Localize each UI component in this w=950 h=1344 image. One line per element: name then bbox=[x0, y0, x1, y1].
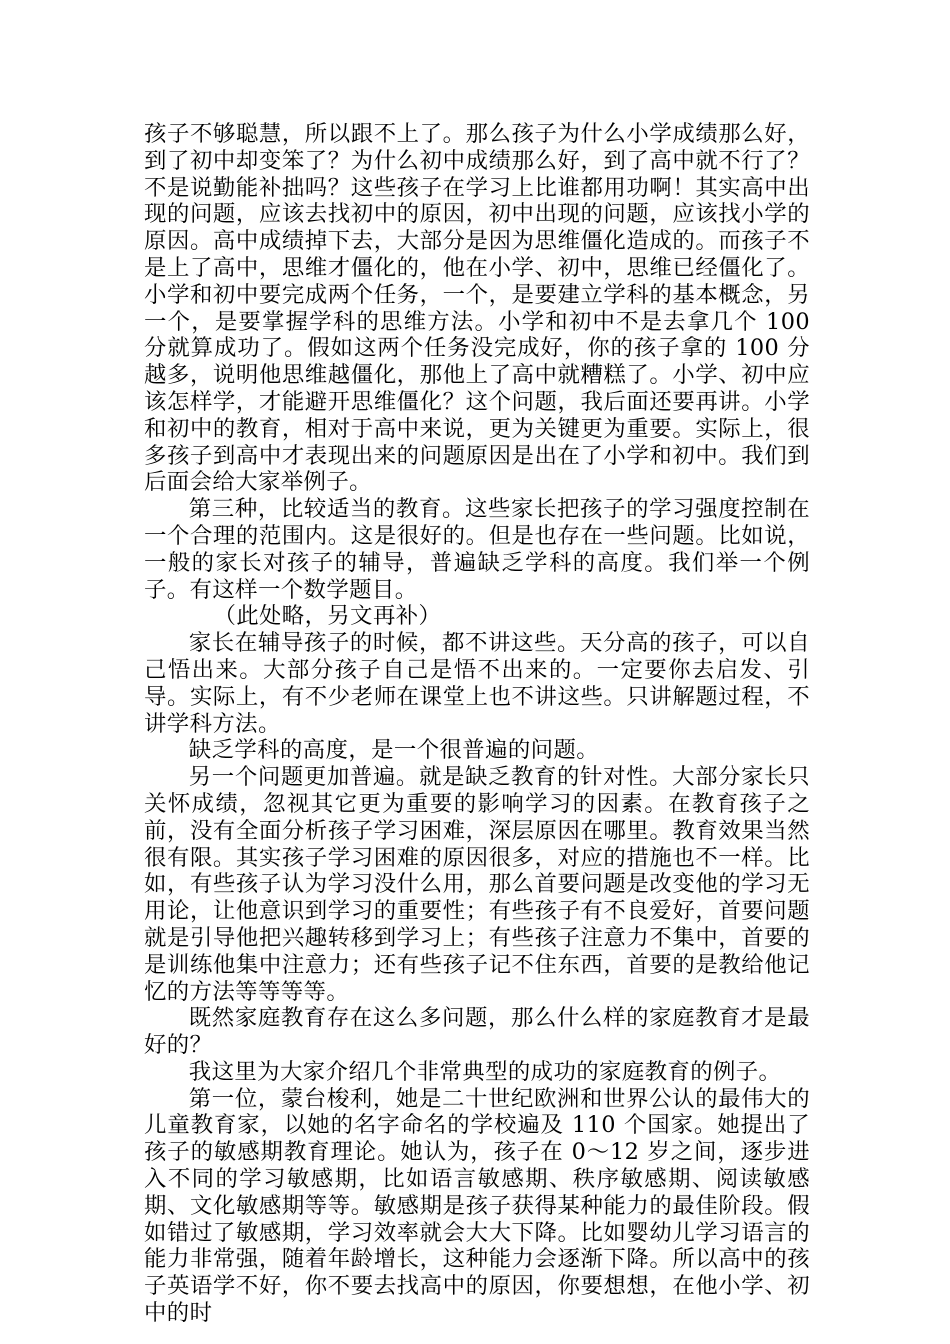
paragraph-omitted-note: （此处略，另文再补） bbox=[213, 603, 442, 630]
paragraph-lack-of-height: 缺乏学科的高度，是一个很普遍的问题。 bbox=[188, 737, 600, 764]
body-text bbox=[144, 121, 810, 1327]
paragraph-continuation: 孩子不够聪慧，所以跟不上了。那么孩子为什么小学成绩那么好，到了初中却变笨了？为什么初中成绩那么好，到了高中就不行了？不是说勤能补拙吗？这些孩子在学习上比谁都用功啊！其实高中出现的问题，应该去找初中的原因，初中出现的问题，应该找小学的原因。高中成绩掉下去，大部分是因为思维僵化造成的。而孩子不是上了高中，思维才僵化的，他在小学、初中，思维已经僵化了。小学和初中要完成两个任务，一个，是要建立学科的基本概念，另一个，是要掌握学科的思维方法。小学和初中不是去拿几个 100 分就算成功了。假如这两个任务没完成好，你的孩子拿的 100 分越多，说明他思维越僵化，那他上了高中就糟糕了。小学、初中应该怎样学，才能避开思维僵化？这个问题，我后面还要再讲。小学和初中的教育，相对于高中来说，更为关键更为重要。实际上，很多孩子到高中才表现出来的问题原因是出在了小学和初中。我们到后面会给大家举例子。 bbox=[144, 121, 810, 496]
paragraph-question: 既然家庭教育存在这么多问题，那么什么样的家庭教育才是最好的？ bbox=[144, 1005, 810, 1059]
paragraph-targeting: 另一个问题更加普遍。就是缺乏教育的针对性。大部分家长只关怀成绩，忽视其它更为重要的影响学习的因素。在教育孩子之前，没有全面分析孩子学习困难，深层原因在哪里。教育效果当然很有限。其实孩子学习困难的原因很多，对应的措施也不一样。比如，有些孩子认为学习没什么用，那么首要问题是改变他的学习无用论，让他意识到学习的重要性；有些孩子有不良爱好，首要问题就是引导他把兴趣转移到学习上；有些孩子注意力不集中，首要的是训练他集中注意力；还有些孩子记不住东西，首要的是教给他记忆的方法等等等等。 bbox=[144, 764, 810, 1005]
paragraph-examples-intro: 我这里为大家介绍几个非常典型的成功的家庭教育的例子。 bbox=[188, 1058, 782, 1085]
paragraph-montessori: 第一位，蒙台梭利，她是二十世纪欧洲和世界公认的最伟大的儿童教育家，以她的名字命名的学校遍及 110 个国家。她提出了孩子的敏感期教育理论。她认为，孩子在 0～12 岁之间，逐步进入不同的学习敏感期，比如语言敏感期、秩序敏感期、阅读敏感期、文化敏感期等等。敏感期是孩子获得某种能力的最佳阶段。假如错过了敏感期，学习效率就会大大下降。比如婴幼儿学习语言的能力非常强，随着年龄增长，这种能力会逐渐下降。所以高中的孩子英语学不好，你不要去找高中的原因，你要想想，在他小学、初中的时 bbox=[144, 1085, 810, 1327]
paragraph-parents-tutoring: 家长在辅导孩子的时候，都不讲这些。天分高的孩子，可以自己悟出来。大部分孩子自己是悟不出来的。一定要你去启发、引导。实际上，有不少老师在课堂上也不讲这些。只讲解题过程，不讲学科方法。 bbox=[144, 630, 810, 737]
paragraph-third-type: 第三种，比较适当的教育。这些家长把孩子的学习强度控制在一个合理的范围内。这是很好的。但是也存在一些问题。比如说，一般的家长对孩子的辅导，普遍缺乏学科的高度。我们举一个例子。有这样一个数学题目。 bbox=[144, 496, 810, 603]
